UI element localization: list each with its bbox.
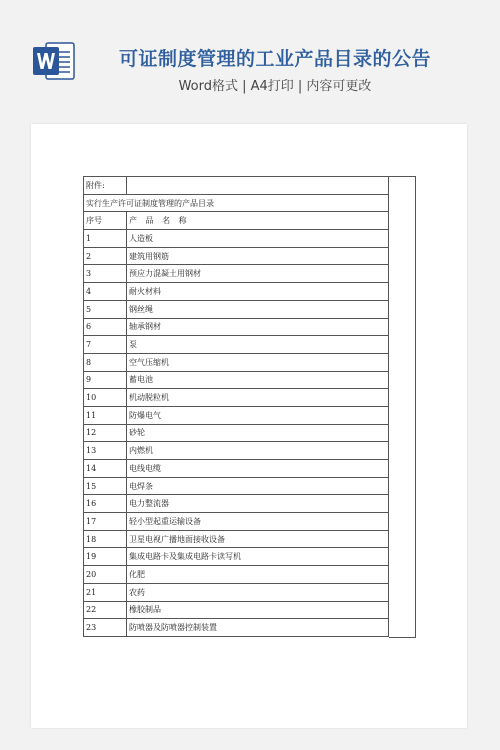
- table-row: [84, 495, 389, 513]
- table-row: [84, 406, 389, 424]
- row-number: 15: [84, 477, 127, 495]
- row-number: 8: [84, 353, 127, 371]
- table-row: [84, 230, 389, 248]
- right-margin-column: [389, 176, 416, 638]
- table-row: [84, 530, 389, 548]
- product-name: 泵: [127, 336, 389, 354]
- row-number: 22: [84, 601, 127, 619]
- table-row: [84, 424, 389, 442]
- table-row: [84, 336, 389, 354]
- product-name: 电线电缆: [127, 460, 389, 478]
- table-row: [84, 442, 389, 460]
- table-row: [84, 619, 389, 637]
- word-icon: [32, 40, 76, 82]
- attachment-value: [127, 177, 389, 195]
- row-number: 10: [84, 389, 127, 407]
- row-number: 14: [84, 460, 127, 478]
- product-name: 预应力混凝土用钢材: [127, 265, 389, 283]
- row-number: 20: [84, 566, 127, 584]
- table-row: [84, 548, 389, 566]
- table-row: [84, 513, 389, 531]
- product-name: 轻小型起重运输设备: [127, 513, 389, 531]
- table-row: [84, 247, 389, 265]
- table-row: [84, 318, 389, 336]
- row-number: 16: [84, 495, 127, 513]
- table-row: [84, 300, 389, 318]
- row-number: 2: [84, 247, 127, 265]
- table-row: [84, 371, 389, 389]
- product-name: 蓄电池: [127, 371, 389, 389]
- table-title: 实行生产许可证制度管理的产品目录: [84, 194, 389, 212]
- document-page: [31, 124, 467, 728]
- product-name: 砂轮: [127, 424, 389, 442]
- attachment-label: 附件:: [84, 177, 127, 195]
- row-number: 18: [84, 530, 127, 548]
- product-name: 轴承钢材: [127, 318, 389, 336]
- column-header-no: 序号: [84, 212, 127, 230]
- product-name: 防爆电气: [127, 406, 389, 424]
- table-row: [84, 477, 389, 495]
- product-name: 化肥: [127, 566, 389, 584]
- product-table-wrapper: [83, 176, 389, 637]
- product-name: 橡胶制品: [127, 601, 389, 619]
- table-row: [84, 566, 389, 584]
- product-name: 内燃机: [127, 442, 389, 460]
- product-name: 卫星电视广播地面接收设备: [127, 530, 389, 548]
- row-number: 9: [84, 371, 127, 389]
- product-name: 钢丝绳: [127, 300, 389, 318]
- product-name: 电力整流器: [127, 495, 389, 513]
- document-title: 可证制度管理的工业产品目录的公告: [118, 48, 431, 70]
- table-row: [84, 265, 389, 283]
- row-number: 6: [84, 318, 127, 336]
- table-row: [84, 389, 389, 407]
- product-name: 防喷器及防喷器控制装置: [127, 619, 389, 637]
- table-title-row: [84, 194, 389, 212]
- row-number: 23: [84, 619, 127, 637]
- document-subtitle: Word格式 | A4打印 | 内容可更改: [178, 79, 372, 94]
- product-name: 人造板: [127, 230, 389, 248]
- product-table: [83, 176, 389, 637]
- row-number: 1: [84, 230, 127, 248]
- row-number: 11: [84, 406, 127, 424]
- table-row: [84, 283, 389, 301]
- table-row: [84, 583, 389, 601]
- product-name: 机动脱粒机: [127, 389, 389, 407]
- attachment-row: [84, 177, 389, 195]
- row-number: 5: [84, 300, 127, 318]
- table-row: [84, 353, 389, 371]
- product-name: 建筑用钢筋: [127, 247, 389, 265]
- table-row: [84, 460, 389, 478]
- product-name: 农药: [127, 583, 389, 601]
- product-name: 耐火材料: [127, 283, 389, 301]
- row-number: 17: [84, 513, 127, 531]
- header-row: [84, 212, 389, 230]
- row-number: 4: [84, 283, 127, 301]
- table-row: [84, 601, 389, 619]
- row-number: 3: [84, 265, 127, 283]
- row-number: 21: [84, 583, 127, 601]
- row-number: 7: [84, 336, 127, 354]
- product-name: 电焊条: [127, 477, 389, 495]
- row-number: 12: [84, 424, 127, 442]
- product-name: 集成电路卡及集成电路卡读写机: [127, 548, 389, 566]
- column-header-name: 产 品 名 称: [127, 212, 389, 230]
- product-name: 空气压缩机: [127, 353, 389, 371]
- row-number: 19: [84, 548, 127, 566]
- header: [0, 0, 500, 122]
- row-number: 13: [84, 442, 127, 460]
